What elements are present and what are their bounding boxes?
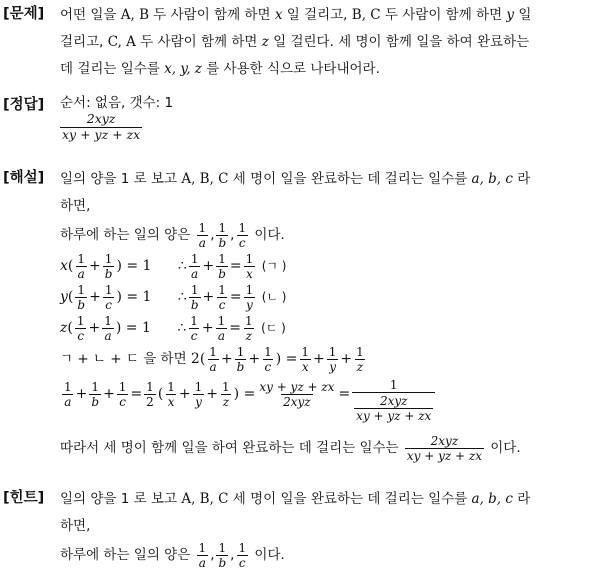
equation-3: z( $\frac{1}{c}$ + $\frac{1}{a}$ ) = 1 ∴ $\frac{1}{c}$ + $\frac{1}{a}$ = $\frac{1}{z}$ (ㄷ ) (60, 313, 286, 343)
explanation-tag: [해설] (3, 170, 45, 186)
answer-tag: [정답] (3, 97, 45, 113)
problem-tag: [문제] (3, 6, 45, 22)
equation-2: y( $\frac{1}{b}$ + $\frac{1}{c}$ ) = 1 ∴ $\frac{1}{b}$ + $\frac{1}{c}$ = $\frac{1}{y}$ (ㄴ ) (60, 282, 287, 312)
answer-fraction: $\frac{\text{2xyz}}{xy + yz + zx}$ (62, 111, 141, 142)
explanation-body: 일의 양을 1 로 보고 A, B, C 세 명이 일을 완료하는 데 걸리는 일수를 a, b, c 라 하면, 하루에 하는 일의 양은 $\frac{1}{a}$ , $\frac{1}{b}$ , $\frac{1}{c}$ 이다. x( $\frac{1}{a}$ + $\frac{1}{b}$ ) = 1 ∴ $\frac{1}{a}$ + $\frac{1}{b}$ = $\frac{1}{x}$ (ㄱ ) y( $\frac{1}{b}$ + $\frac{1}{c}$ ) = 1 ∴ $\frac{1}{b}$ + $\frac{1}{c}$ = $\frac{1}{y}$ (ㄴ ) z( $\frac{1}{c}$ + $\frac{1}{a}$ ) = 1 ∴ $\frac{1}{c}$ + $\frac{1}{a}$ = $\frac{1}{z}$ (ㄷ ) ㄱ + ㄴ + ㄷ 을 하면 2( $\frac{1}{a}$ + $\frac{1}{b}$ + $\frac{1}{c}$ ) = $\frac{1}{x}$ + $\frac{1}{y}$ + $\frac{1}{z}$ $\frac{1}{a}$ + $\frac{1}{b}$ + $\frac{1}{c}$ = $\frac{1}{2}$ ( $\frac{1}{x}$ + $\frac{1}{y}$ + $\frac{1}{z}$ ) = $\frac{xy + yz + zx}{\text{2xyz}}$ = $\frac{1}{\frac{\text{2xyz}}{xy + yz + zx}}$ 따라서 세 명이 함께 일을 하여 완료하는 데 걸리는 일수는 $\frac{\text{2xyz}}{xy + yz + zx}$ 이다. (60, 166, 586, 464)
reciprocal-sum-equation: $\frac{1}{a}$ + $\frac{1}{b}$ + $\frac{1}{c}$ = $\frac{1}{2}$ ( $\frac{1}{x}$ + $\frac{1}{y}$ + $\frac{1}{z}$ ) = $\frac{xy + yz + zx}{\text{2xyz}}$ = $\frac{1}{\frac{\text{2xyz}}{xy + yz + zx}}$ (60, 375, 586, 433)
equation-1: x( $\frac{1}{a}$ + $\frac{1}{b}$ ) = 1 ∴ $\frac{1}{a}$ + $\frac{1}{b}$ = $\frac{1}{x}$ (ㄱ ) (60, 251, 287, 281)
answer-meta: 순서: 없음, 갯수: 1 (60, 95, 174, 111)
hint-body: 일의 양을 1 로 보고 A, B, C 세 명이 일을 완료하는 데 걸리는 일수를 a, b, c 라 하면, 하루에 하는 일의 양은 $\frac{1}{a}$ , $\frac{1}{b}$ , $\frac{1}{c}$ 이다. (60, 491, 531, 570)
sum-equation: ㄱ + ㄴ + ㄷ 을 하면 2( $\frac{1}{a}$ + $\frac{1}{b}$ + $\frac{1}{c}$ ) = $\frac{1}{x}$ + $\frac{1}{y}$ + $\frac{1}{z}$ (60, 344, 364, 374)
hint-tag: [힌트] (3, 490, 45, 506)
problem-text: 어떤 일을 A, B 두 사람이 함께 하면 x 일 걸리고, B, C 두 사람이 함께 하면 y 일 걸리고, C, A 두 사람이 함께 하면 z 일 걸린다. 세 명이 함께 일을 하여 완료하는 데 걸리는 일수를 x, y, z 를 사용한 식으로 나타내어라. (60, 7, 532, 77)
conclusion-line: 따라서 세 명이 함께 일을 하여 완료하는 데 걸리는 일수는 $\frac{\text{2xyz}}{xy + yz + zx}$ 이다. (60, 433, 521, 463)
daily-work-line: 하루에 하는 일의 양은 $\frac{1}{a}$ , $\frac{1}{b}$ , $\frac{1}{c}$ 이다. (60, 220, 285, 250)
